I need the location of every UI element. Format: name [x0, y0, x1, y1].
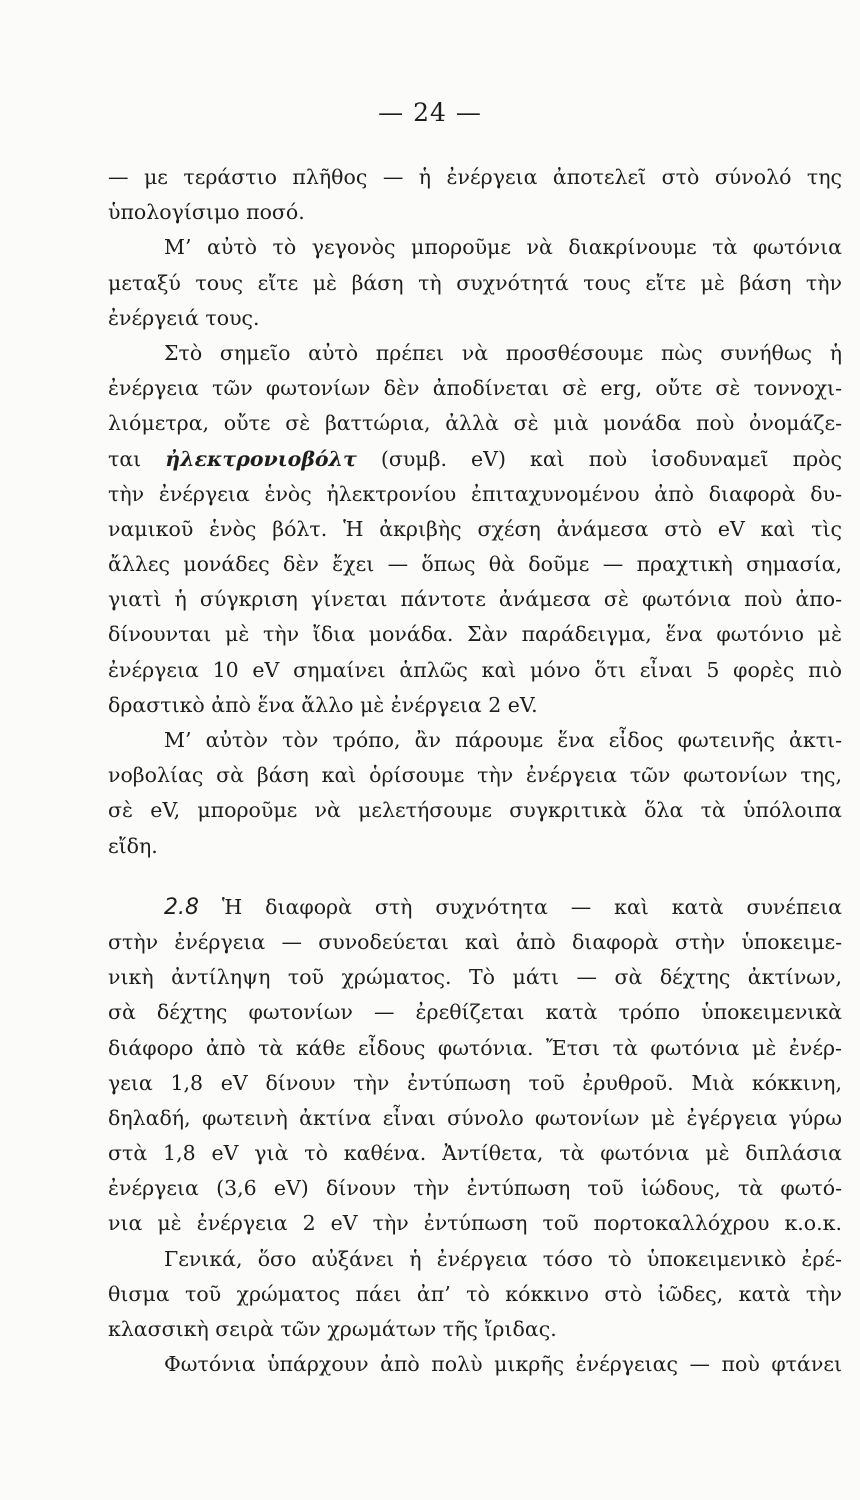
text-line: νοβολίας σὰ βάση καὶ ὁρίσουμε τὴν ἐνέργεια τῶν φωτονίων της, — [108, 763, 842, 788]
text-line: κλασσικὴ σειρὰ τῶν χρωμάτων τῆς ἴριδας. — [108, 1317, 557, 1341]
text-line: — με τεράστιο πλῆθος — ἡ ἐνέργεια ἀποτελεῖ στὸ σύνολό της — [108, 165, 842, 189]
text-line: νικὴ ἀντίληψη τοῦ χρώματος. Τὸ μάτι — σὰ δέχτης ἀκτίνων, — [108, 965, 842, 990]
page-number: — 24 — — [378, 98, 482, 127]
text-line: σὲ eV, μποροῦμε νὰ μελετήσουμε συγκριτικὰ ὅλα τὰ ὑπόλοιπα — [108, 798, 842, 823]
text-line: στὰ 1,8 eV γιὰ τὸ καθένα. Ἀντίθετα, τὰ φωτόνια μὲ διπλάσια — [108, 1141, 842, 1166]
section-2-8 — [108, 890, 842, 1242]
text-line: εἴδη. — [108, 833, 158, 858]
section-gap — [108, 864, 842, 890]
text-line: ὑπολογίσιμο ποσό. — [108, 200, 305, 225]
text-line: Στὸ σημεῖο αὐτὸ πρέπει νὰ προσθέσουμε πὼς συνήθως ἡ — [164, 340, 842, 365]
text-line: Μ’ αὐτὸ τὸ γεγονὸς μποροῦμε νὰ διακρίνουμε τὰ φωτόνια — [164, 235, 842, 260]
text-line: Μ’ αὐτὸν τὸν τρόπο, ἂν πάρουμε ἕνα εἶδος φωτεινῆς ἀκτι- — [164, 728, 842, 752]
section-number: 2.8 — [164, 894, 199, 920]
highlighted-term: ἠλεκτρονιοβόλτ — [165, 446, 357, 471]
text-line: θισμα τοῦ χρώματος πάει ἀπ’ τὸ κόκκινο στὸ ἰῶδες, κατὰ τὴν — [108, 1281, 842, 1306]
text-line: ἐνέργεια τῶν φωτονίων δὲν ἀποδίνεται σὲ erg, οὔτε σὲ τοννοχι- — [108, 376, 842, 401]
text-line: γεια 1,8 eV δίνουν τὴν ἐντύπωση τοῦ ἐρυθροῦ. Μιὰ κόκκινη, — [108, 1070, 842, 1095]
text-line: Φωτόνια ὑπάρχουν ἀπὸ πολὺ μικρῆς ἐνέργειας — ποὺ φτάνει — [164, 1352, 842, 1377]
paragraph-7 — [108, 1347, 842, 1382]
text-line: νια μὲ ἐνέργεια 2 eV τὴν ἐντύπωση τοῦ πορτοκαλλόχρου κ.ο.κ. — [108, 1211, 842, 1236]
paragraph-3 — [108, 336, 842, 723]
text-line: λιόμετρα, οὔτε σὲ βαττώρια, ἀλλὰ σὲ μιὰ μονάδα ποὺ ὀνομάζε- — [108, 411, 842, 436]
text-line: διάφορο ἀπὸ τὰ κάθε εἶδους φωτόνια. Ἔτσι τὰ φωτόνια μὲ ἐνέρ- — [108, 1035, 842, 1060]
text-line: ἐνέργειά τους. — [108, 305, 260, 330]
body-text — [108, 160, 842, 1382]
text-line: δηλαδή, φωτεινὴ ἀκτίνα εἶναι σύνολο φωτονίων μὲ ἐγέργεια γύρω — [108, 1105, 842, 1130]
text-line: ἐνέργεια 10 eV σημαίνει ἁπλῶς καὶ μόνο ὅτι εἶναι 5 φορὲς πιὸ — [108, 657, 842, 682]
text-line: ἄλλες μονάδες δὲν ἔχει — ὅπως θὰ δοῦμε — πραχτικὴ σημασία, — [108, 552, 842, 577]
text-line: ἐνέργεια (3,6 eV) δίνουν τὴν ἐντύπωση τοῦ ἰώδους, τὰ φωτό- — [108, 1176, 842, 1201]
text-line: ναμικοῦ ἑνὸς βόλτ. Ἡ ἀκριβὴς σχέση ἀνάμεσα στὸ eV καὶ τὶς — [108, 516, 842, 541]
term-line-prefix: ται — [108, 446, 142, 471]
text-line: δίνουνται μὲ τὴν ἴδια μονάδα. Σὰν παράδειγμα, ἕνα φωτόνιο μὲ — [108, 622, 842, 647]
paragraph-2 — [108, 230, 842, 336]
paragraph-4 — [108, 723, 842, 864]
paragraph-6 — [108, 1242, 842, 1348]
text-line: τὴν ἐνέργεια ἑνὸς ἠλεκτρονίου ἐπιταχυνομένου ἀπὸ διαφορὰ δυ- — [108, 481, 842, 506]
text-line: σὰ δέχτης φωτονίων — ἐρεθίζεται κατὰ τρόπο ὑποκειμενικὰ — [108, 1000, 842, 1025]
term-line — [108, 442, 842, 477]
section-first-line: Ἡ διαφορὰ στὴ συχνότητα — καὶ κατὰ συνέπεια — [221, 894, 842, 919]
text-line: Γενικά, ὅσο αὐξάνει ἡ ἐνέργεια τόσο τὸ ὑποκειμενικὸ ἐρέ- — [164, 1246, 842, 1271]
text-line: δραστικὸ ἀπὸ ἕνα ἄλλο μὲ ἐνέργεια 2 eV. — [108, 692, 538, 717]
text-line: γιατὶ ἡ σύγκριση γίνεται πάντοτε ἀνάμεσα σὲ φωτόνια ποὺ ἀπο- — [108, 587, 842, 612]
text-line: στὴν ἐνέργεια — συνοδεύεται καὶ ἀπὸ διαφορὰ στὴν ὑποκειμε- — [108, 929, 842, 954]
term-line-suffix: (συμβ. eV) καὶ ποὺ ἰσοδυναμεῖ πρὸς — [380, 446, 842, 471]
section-heading-line — [108, 890, 842, 925]
text-line: μεταξύ τους εἴτε μὲ βάση τὴ συχνότητά τους εἴτε μὲ βάση τὴν — [108, 270, 842, 295]
paragraph-1 — [108, 160, 842, 230]
